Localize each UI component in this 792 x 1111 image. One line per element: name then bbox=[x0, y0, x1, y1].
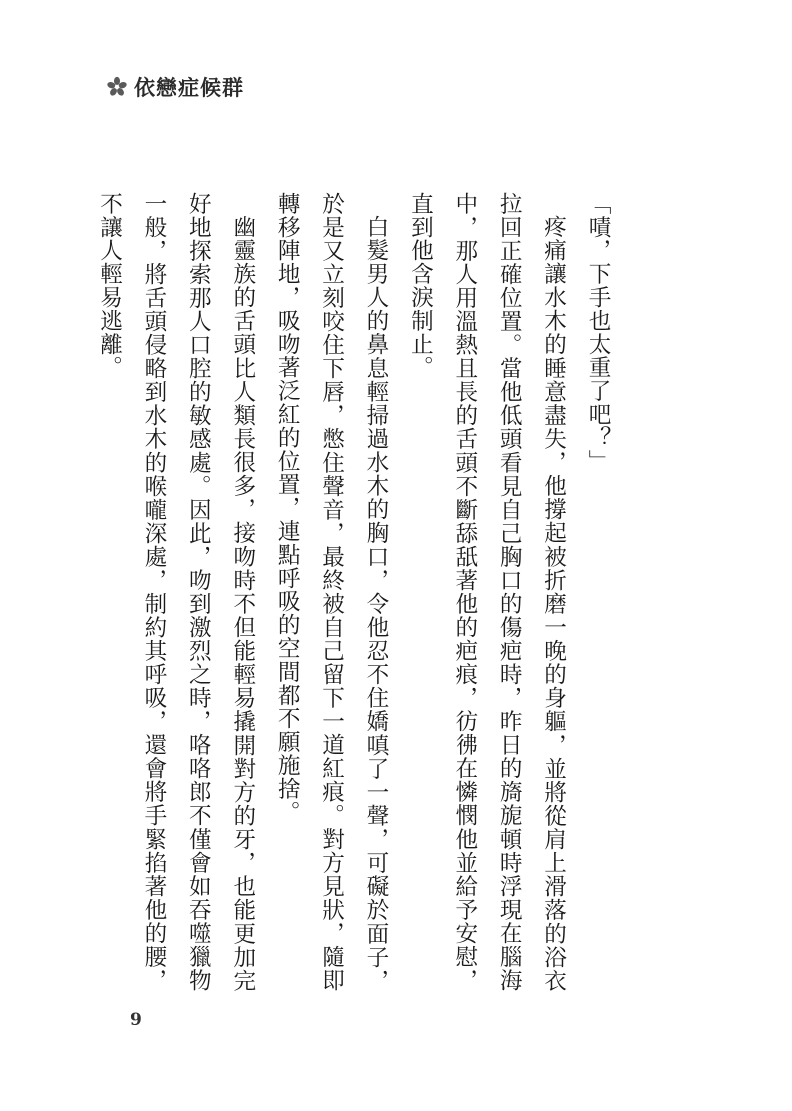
body-text bbox=[87, 192, 620, 992]
flower-icon bbox=[106, 76, 128, 98]
paragraph: 白髮男人的鼻息輕掃過水木的胸口，令他忍不住嬌嗔了一聲，可礙於面子，於是又立刻咬住下唇，憋住聲音，最終被自己留下一道紅痕。對方見狀，隨即轉移陣地，吸吻著泛紅的位置，連點呼吸的空間都不願施捨。 bbox=[274, 192, 389, 992]
running-header bbox=[106, 72, 244, 102]
page-number: 9 bbox=[130, 1010, 142, 1030]
book-title: 依戀症候群 bbox=[134, 75, 244, 100]
paragraph: 幽靈族的舌頭比人類長很多，接吻時不但能輕易撬開對方的牙，也能更加完好地探索那人口腔的敏感處。因此，吻到激烈之時，咯咯郎不僅會如吞噬獵物一般，將舌頭侵略到水木的喉嚨深處，制約其呼吸，還會將手緊掐著他的腰，不讓人輕易逃離。 bbox=[96, 192, 256, 992]
paragraph: 「嘖，下手也太重了吧？」 bbox=[585, 192, 611, 473]
paragraph: 疼痛讓水木的睡意盡失，他撐起被折磨一晚的身軀，並將從肩上滑落的浴衣拉回正確位置。當他低頭看見自己胸口的傷疤時，昨日的旖旎頓時浮現在腦海中，那人用溫熱且長的舌頭不斷舔舐著他的疤痕，彷彿在憐憫他並給予安慰，直到他含淚制止。 bbox=[407, 192, 567, 992]
